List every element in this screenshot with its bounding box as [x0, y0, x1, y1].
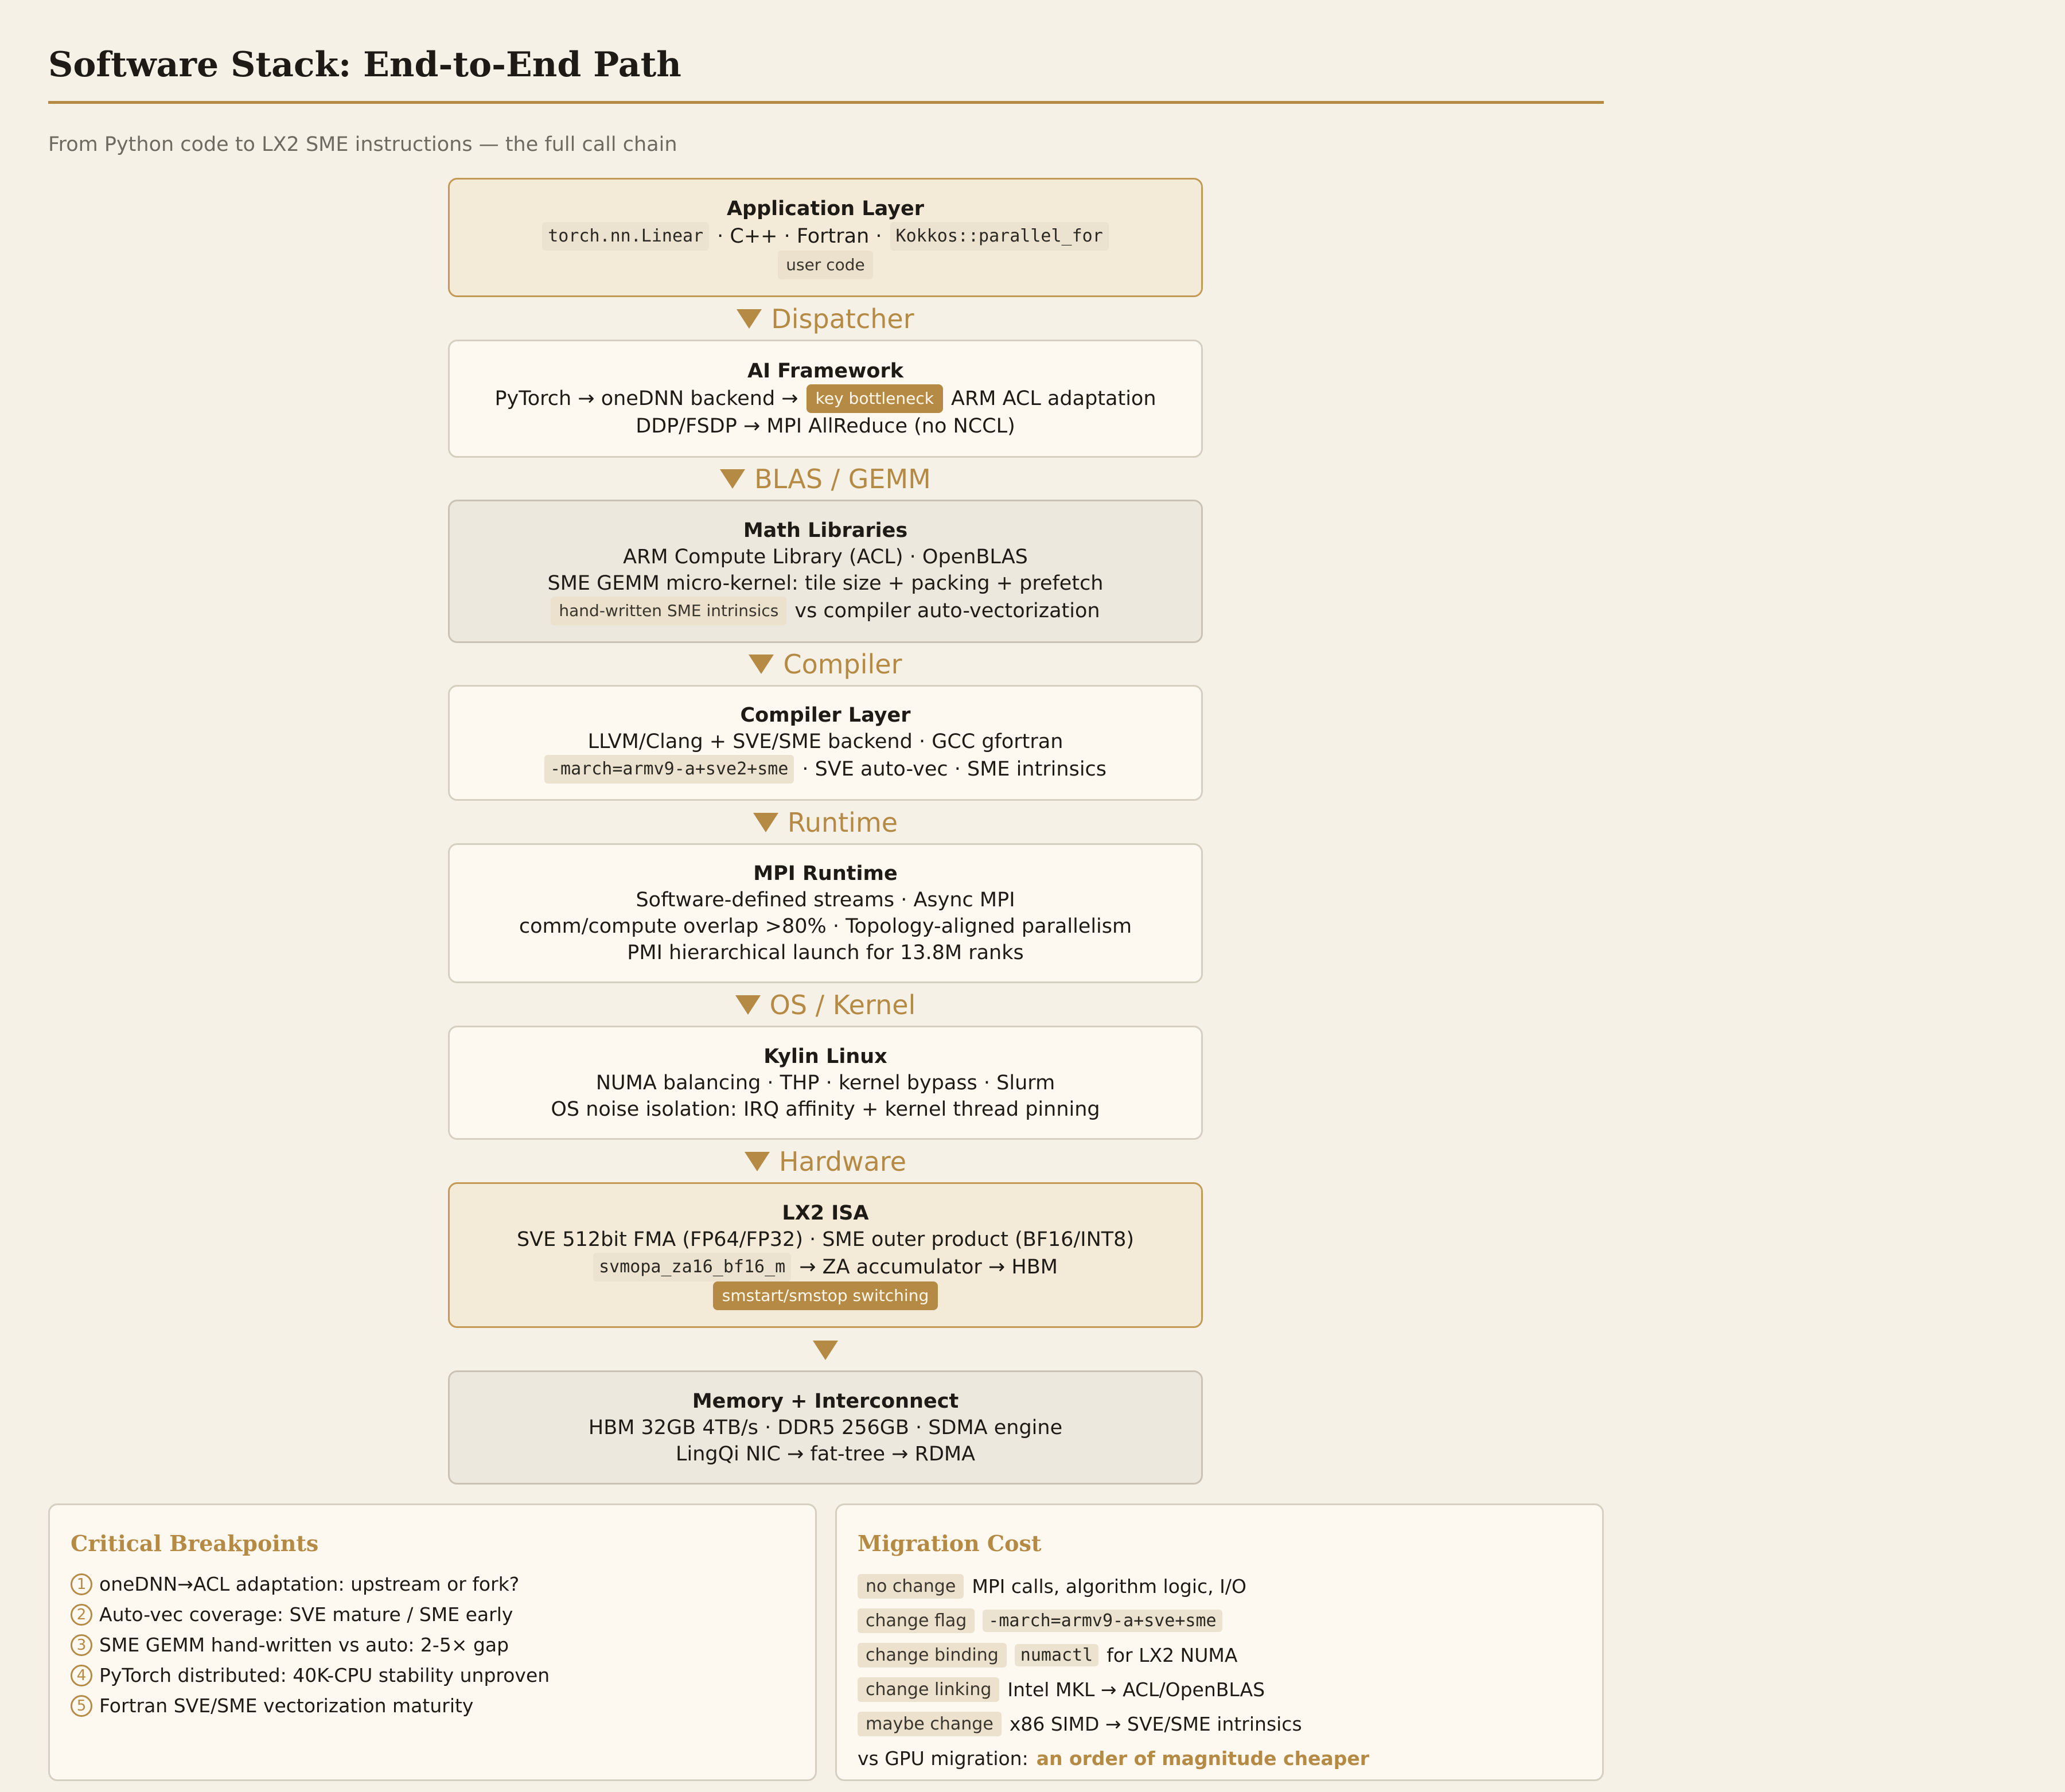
connector-label: Compiler [783, 649, 902, 680]
list-item [858, 1672, 1581, 1707]
list-item-text: oneDNN→ACL adaptation: upstream or fork? [99, 1573, 520, 1595]
number-badge: 1 [71, 1573, 92, 1595]
list-item-text: MPI calls, algorithm logic, I/O [972, 1575, 1246, 1598]
connector-os-kernel [448, 989, 1203, 1021]
connector-memory [448, 1334, 1203, 1366]
kylin-linux-box [448, 1026, 1203, 1140]
list-item [858, 1638, 1581, 1672]
title-divider [48, 101, 1604, 104]
layer-line: OS noise isolation: IRQ affinity + kernel thread pinning [551, 1097, 1100, 1121]
layer-title: Memory + Interconnect [692, 1389, 959, 1413]
code-snippet: Kokkos::parallel_for [890, 222, 1109, 251]
connector-label: Hardware [778, 1146, 907, 1177]
connector-label: Dispatcher [771, 303, 914, 334]
layer-line [494, 384, 1156, 413]
code-snippet: -march=armv9-a+sve2+sme [544, 755, 794, 784]
list-item-text: for LX2 NUMA [1106, 1643, 1238, 1666]
list-item [71, 1630, 794, 1660]
connector-runtime [448, 807, 1203, 839]
arrow-down-icon [749, 655, 774, 674]
code-snippet: torch.nn.Linear [542, 222, 709, 251]
migration-tag: no change [858, 1574, 964, 1599]
layer-title: LX2 ISA [782, 1202, 869, 1225]
code-snippet: numactl [1015, 1644, 1098, 1666]
layer-title: MPI Runtime [753, 862, 898, 885]
arrow-down-icon [720, 469, 745, 489]
page-title: Software Stack: End-to-End Path [48, 45, 681, 85]
layer-line: SME GEMM micro-kernel: tile size + packing + prefetch [547, 572, 1104, 595]
key-bottleneck-badge: key bottleneck [806, 384, 943, 413]
migration-footer [858, 1741, 1581, 1775]
arrow-down-icon [735, 995, 761, 1015]
layer-line: LingQi NIC → fat-tree → RDMA [675, 1442, 976, 1466]
layer-text: ARM ACL adaptation [951, 387, 1156, 410]
layer-line: DDP/FSDP → MPI AllReduce (no NCCL) [636, 415, 1015, 438]
mpi-runtime-box [448, 843, 1203, 983]
migration-tag: maybe change [858, 1712, 1002, 1736]
list-item-text: SME GEMM hand-written vs auto: 2-5× gap [99, 1634, 509, 1656]
layer-line [713, 1281, 938, 1310]
migration-cost-panel [835, 1503, 1604, 1781]
code-snippet: -march=armv9-a+sve+sme [983, 1610, 1222, 1632]
layer-text: → ZA accumulator → HBM [799, 1256, 1058, 1279]
migration-tag: change linking [858, 1677, 999, 1702]
layer-line [542, 222, 1109, 251]
number-badge: 5 [71, 1695, 92, 1717]
arrow-down-icon [753, 813, 778, 832]
layer-text: vs compiler auto-vectorization [794, 599, 1100, 622]
connector-compiler [448, 648, 1203, 680]
migration-tag: change flag [858, 1608, 975, 1633]
user-code-tag: user code [778, 251, 873, 279]
arrow-down-icon [737, 309, 762, 329]
intrinsics-tag: hand-written SME intrinsics [551, 597, 786, 625]
list-item [858, 1603, 1581, 1638]
critical-breakpoints-panel [48, 1503, 817, 1781]
connector-label: Runtime [787, 807, 898, 838]
ai-framework-box [448, 340, 1203, 458]
page-subtitle: From Python code to LX2 SME instructions — the full call chain [48, 133, 677, 156]
code-snippet: svmopa_za16_bf16_m [593, 1253, 791, 1281]
layer-line: Software-defined streams · Async MPI [636, 889, 1015, 911]
layer-line: ARM Compute Library (ACL) · OpenBLAS [623, 546, 1028, 568]
layer-title: AI Framework [747, 360, 903, 383]
switching-badge: smstart/smstop switching [713, 1281, 938, 1310]
footer-text: vs GPU migration: [858, 1747, 1028, 1770]
layer-text: · SVE auto-vec · SME intrinsics [802, 758, 1107, 781]
layer-line [778, 251, 873, 279]
math-libraries-box [448, 500, 1203, 643]
panel-title: Migration Cost [858, 1530, 1042, 1556]
list-item [71, 1690, 794, 1721]
connector-blas-gemm [448, 463, 1203, 495]
list-item-text: Intel MKL → ACL/OpenBLAS [1007, 1678, 1265, 1701]
layer-text: PyTorch → oneDNN backend → [494, 387, 798, 410]
arrow-down-icon [813, 1341, 838, 1360]
layer-line [593, 1253, 1058, 1281]
lx2-isa-box [448, 1182, 1203, 1328]
list-item [71, 1569, 794, 1599]
compiler-layer-box [448, 685, 1203, 801]
connector-label: BLAS / GEMM [754, 463, 931, 494]
layer-title: Compiler Layer [740, 704, 911, 727]
layer-line: NUMA balancing · THP · kernel bypass · Slurm [595, 1071, 1055, 1094]
arrow-down-icon [745, 1152, 770, 1171]
connector-label: OS / Kernel [769, 990, 916, 1020]
list-item-text: Fortran SVE/SME vectorization maturity [99, 1694, 474, 1717]
layer-title: Kylin Linux [763, 1045, 887, 1068]
panel-title: Critical Breakpoints [71, 1530, 319, 1556]
list-item [71, 1660, 794, 1690]
layer-title: Application Layer [726, 197, 925, 220]
number-badge: 2 [71, 1604, 92, 1626]
layer-text: · C++ · Fortran · [717, 225, 882, 248]
application-layer-box [448, 178, 1203, 297]
migration-tag: change binding [858, 1643, 1007, 1668]
layer-line [544, 755, 1106, 784]
list-item-text: PyTorch distributed: 40K-CPU stability unproven [99, 1664, 550, 1686]
layer-line [551, 597, 1100, 625]
connector-hardware [448, 1146, 1203, 1178]
connector-dispatcher [448, 303, 1203, 335]
list-item [71, 1599, 794, 1630]
footer-highlight: an order of magnitude cheaper [1036, 1747, 1370, 1770]
list-item [858, 1707, 1581, 1741]
layer-line: HBM 32GB 4TB/s · DDR5 256GB · SDMA engine [588, 1416, 1063, 1439]
list-item-text: x86 SIMD → SVE/SME intrinsics [1009, 1712, 1302, 1735]
layer-title: Math Libraries [743, 519, 908, 542]
layer-line: PMI hierarchical launch for 13.8M ranks [627, 941, 1024, 964]
layer-line: LLVM/Clang + SVE/SME backend · GCC gfortran [587, 730, 1063, 753]
memory-interconnect-box [448, 1370, 1203, 1485]
list-item-text: Auto-vec coverage: SVE mature / SME early [99, 1603, 513, 1626]
number-badge: 4 [71, 1665, 92, 1686]
layer-line: SVE 512bit FMA (FP64/FP32) · SME outer product (BF16/INT8) [516, 1228, 1135, 1251]
list-item [858, 1569, 1581, 1603]
number-badge: 3 [71, 1634, 92, 1656]
layer-line: comm/compute overlap >80% · Topology-aligned parallelism [519, 915, 1132, 938]
